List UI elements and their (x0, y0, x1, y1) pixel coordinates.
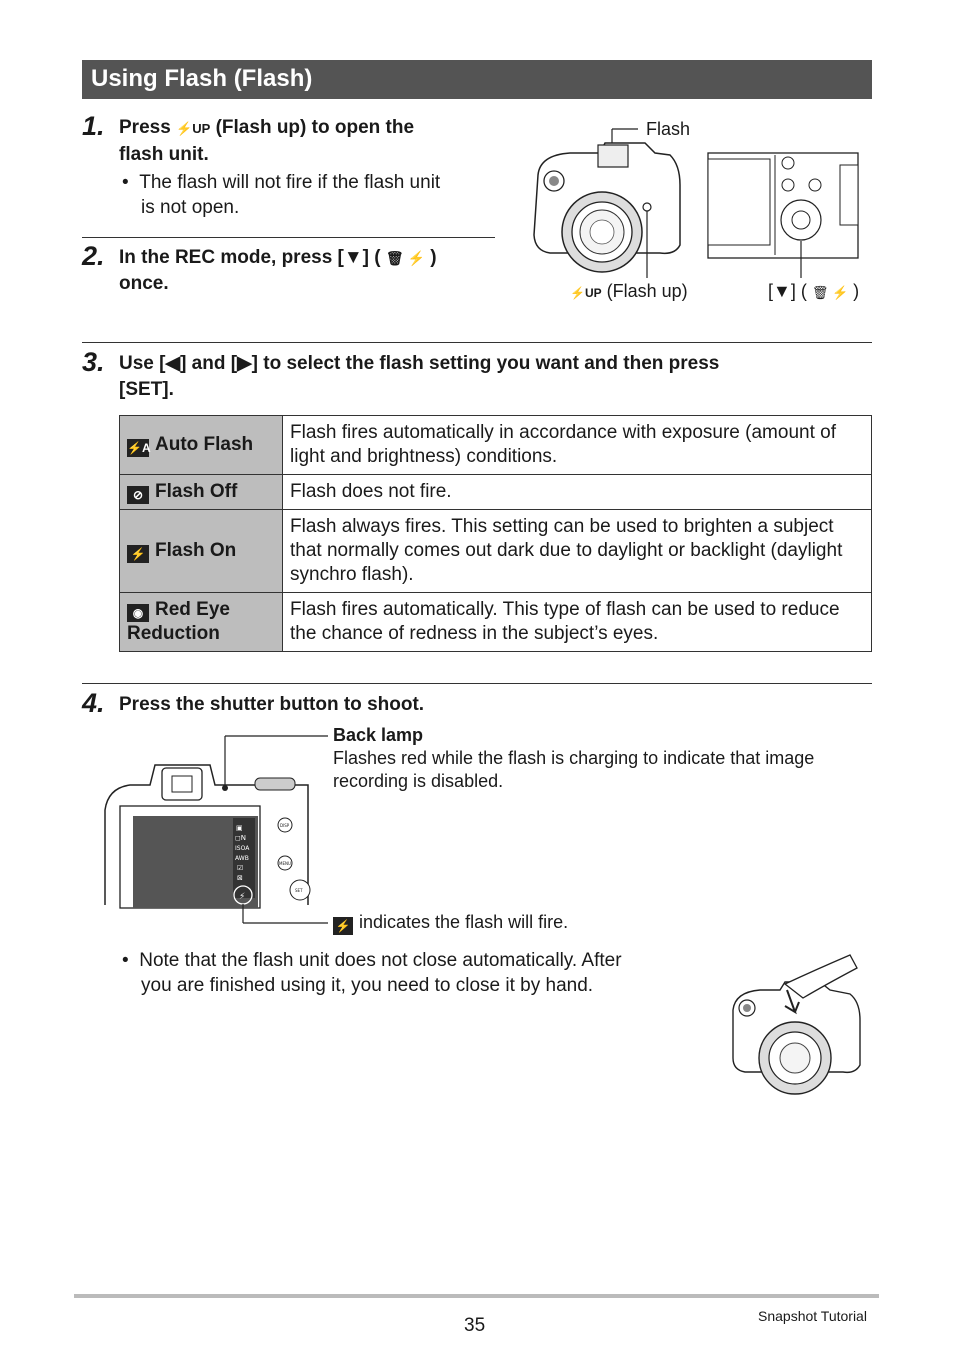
mode-description: Flash always fires. This setting can be used to brighten a subject that normally comes out dark due to daylight or backlight (daylight synchro flash). (283, 510, 872, 593)
screen-icon: ISOA (235, 845, 250, 852)
back-lamp (222, 785, 228, 791)
step-2-number: 2. (82, 241, 105, 271)
step-3-text: Use [◀] and [▶] to select the flash setting you want and then press [SET]. (119, 353, 720, 400)
divider (82, 342, 872, 343)
divider (82, 683, 872, 684)
svg-text:DISP: DISP (280, 823, 290, 828)
step-2-text: In the REC mode, press [▼] ( 🗑 ⚡ ) once. (119, 247, 437, 294)
mode-name: ◉ Red Eye Reduction (120, 593, 283, 652)
flash-up-icon: ⚡UP (570, 286, 602, 300)
flash-mode-table (119, 415, 872, 652)
section-title: Using Flash (Flash) (91, 65, 313, 92)
red-eye-icon: ◉ (127, 604, 149, 622)
table-row (120, 510, 872, 593)
flash-on-icon: ⚡ (127, 545, 149, 563)
trash-flash-icons: 🗑 ⚡ (385, 250, 426, 266)
back-lamp-title: Back lamp (333, 725, 424, 745)
screen-icon: ⚡ (239, 892, 246, 902)
section-name: Snapshot Tutorial (758, 1308, 867, 1324)
step-4-number: 4. (82, 688, 105, 718)
screen-icon: AWB (235, 855, 249, 862)
step-4-text: Press the shutter button to shoot. (119, 694, 425, 715)
close-flash-figure (725, 950, 870, 1100)
page-number: 35 (464, 1315, 486, 1336)
mode-description: Flash does not fire. (283, 475, 872, 510)
table-row (120, 416, 872, 475)
trash-flash-icons: 🗑 ⚡ (811, 285, 849, 300)
step-1-bullet: • The flash will not fire if the flash unit is not open. (122, 172, 441, 218)
step-1-number: 1. (82, 111, 105, 141)
svg-text:SET: SET (295, 888, 303, 893)
flash-unit (598, 145, 628, 167)
screen-icon: ▣ (236, 824, 243, 832)
flash-up-caption: ⚡UP (Flash up) (570, 281, 688, 301)
section-title-bar (82, 60, 872, 99)
camera-back-figure (100, 730, 332, 935)
step-1-text: Press ⚡UP (Flash up) to open the flash unit. (119, 117, 415, 165)
back-lamp-description: Flashes red while the flash is charging to indicate that image recording is disabled. (333, 748, 815, 791)
table-row (120, 475, 872, 510)
flash-label: Flash (646, 119, 691, 139)
auto-flash-icon: ⚡A (127, 441, 151, 455)
flash-off-icon: ⊘ (127, 486, 149, 504)
screen-icon: ◻N (235, 834, 247, 842)
screen-icon: ☑ (237, 864, 244, 872)
step-3-number: 3. (82, 347, 105, 377)
footer-rule (74, 1294, 879, 1298)
flash-up-icon: ⚡UP (176, 121, 211, 136)
note-bullet: • Note that the flash unit does not close automatically. After you are finished using it, you need to close it by hand. (122, 950, 622, 996)
mode-name: ⚡A Auto Flash (120, 416, 283, 475)
mode-description: Flash fires automatically. This type of flash can be used to reduce the chance of redness in the subject’s eyes. (283, 593, 872, 652)
mode-name: ⚡ Flash On (120, 510, 283, 593)
flash-fire-caption: ⚡ indicates the flash will fire. (333, 912, 568, 935)
flash-up-button (643, 203, 651, 211)
flash-on-icon: ⚡ (333, 917, 353, 935)
screen-icon: ⊠ (237, 874, 243, 882)
down-button-caption: [▼] ( 🗑 ⚡ ) (768, 281, 860, 301)
svg-text:MENU: MENU (279, 861, 291, 866)
mode-description: Flash fires automatically in accordance with exposure (amount of light and brightness) conditions. (283, 416, 872, 475)
table-row (120, 593, 872, 652)
mode-name: ⊘ Flash Off (120, 475, 283, 510)
divider (82, 237, 495, 238)
